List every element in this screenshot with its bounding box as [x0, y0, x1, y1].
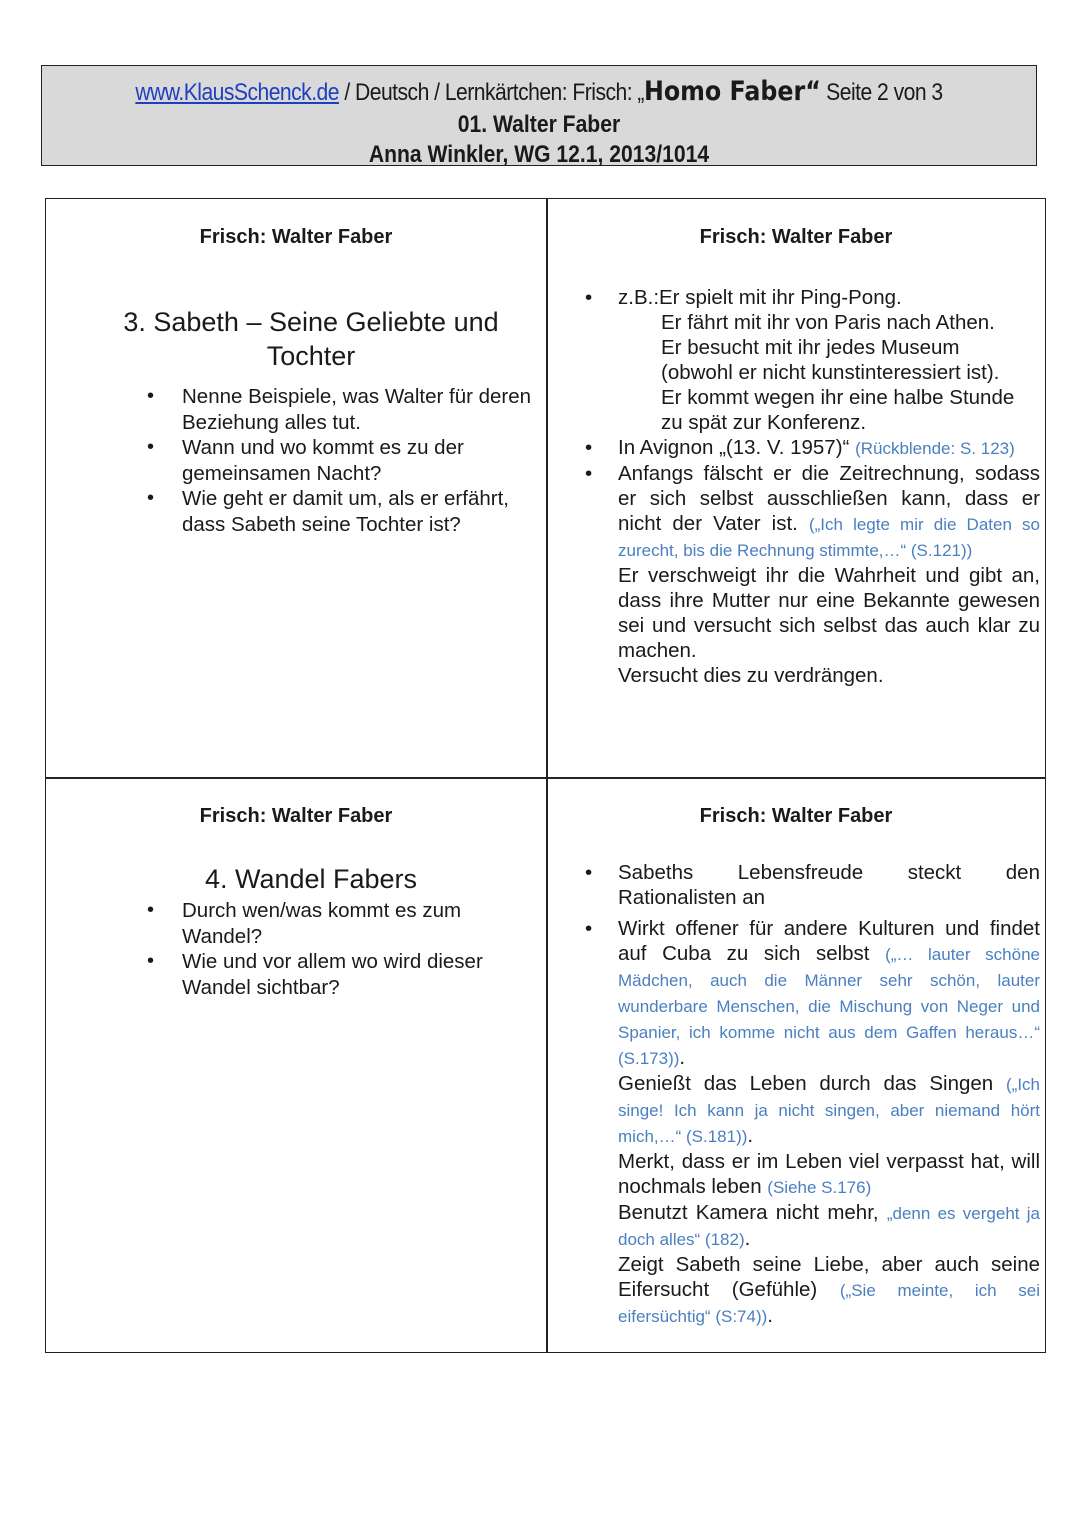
book-title: Homo Faber“: [643, 76, 821, 107]
answer-line: (obwohl er nicht kunstinteressiert ist).: [661, 361, 1000, 384]
grid-divider-vertical: [546, 199, 548, 1352]
question-list: [147, 898, 537, 1000]
answer-paragraph: [585, 1252, 1040, 1329]
question-item: • Wie geht er damit um, als er erfährt, dass Sabeth seine Tochter ist?: [147, 486, 547, 537]
header-author: Anna Winkler, WG 12.1, 2013/1014: [368, 141, 710, 168]
heading-line: Tochter: [266, 341, 356, 371]
answer-paragraph: Er verschweigt ihr die Wahrheit und gibt an, dass ihre Mutter nur eine Bekannte gewesen sei und versucht sich selbst das auch klar zu machen.: [618, 564, 1040, 662]
flashcard-grid: [45, 198, 1046, 1353]
header-path: / Deutsch / Lernkärtchen: Frisch: „: [338, 79, 644, 106]
answer-line: Er fährt mit ihr von Paris nach Athen.: [661, 311, 995, 334]
card-question-heading: [86, 305, 536, 373]
answer-block: [585, 285, 1040, 688]
header-line: [102, 76, 977, 107]
answer-paragraph: [585, 1149, 1040, 1200]
punctuation: .: [679, 1046, 686, 1069]
question-item: • Nenne Beispiele, was Walter für deren Beziehung alles tut.: [147, 384, 547, 435]
answer-text: Anfangs fälscht er die Zeitrechnung, sodass er sich selbst ausschließen kann, dass er nicht der Vater ist.: [618, 462, 1040, 535]
answer-text: Merkt, dass er im Leben viel verpasst hat, will nochmals leben: [618, 1150, 1040, 1198]
answer-paragraph: [585, 1071, 1040, 1149]
question-list: [147, 384, 547, 537]
grid-divider-horizontal: [46, 777, 1045, 779]
answer-paragraph: Versucht dies zu verdrängen.: [618, 664, 884, 687]
citation: (Siehe S.176): [767, 1178, 872, 1197]
answer-item: [585, 435, 1040, 461]
answer-text: Wirkt offener für andere Kulturen und findet auf Cuba zu sich selbst: [618, 917, 1040, 965]
citation: („Ich legte mir die Daten so zurecht, bis die Rechnung stimmte,…“ (S.121)): [618, 515, 1040, 560]
answer-text: Genießt das Leben durch das Singen: [618, 1072, 1006, 1095]
answer-line: Er kommt wegen ihr eine halbe Stunde: [661, 386, 1015, 409]
site-link[interactable]: www.KlausSchenck.de: [135, 79, 339, 106]
citation: („Ich singe! Ich kann ja nicht singen, aber niemand hört mich,…“ (S.181)): [618, 1075, 1040, 1146]
header-subtitle: 01. Walter Faber: [457, 111, 621, 138]
card-question-heading: 4. Wandel Fabers: [204, 864, 418, 894]
citation: („… lauter schöne Mädchen, auch die Männer sehr schön, lauter wunderbare Menschen, die Mischung von Neger und Spanier, ich komme nicht aus dem Gaffen heraus…“ (S.173)): [618, 945, 1040, 1068]
citation: („Sie meinte, ich sei eifersüchtig“ (S:74)): [618, 1281, 1040, 1326]
punctuation: .: [747, 1124, 754, 1147]
answer-text: In Avignon „(13. V. 1957)“: [618, 436, 856, 459]
answer-item: [585, 916, 1040, 1071]
punctuation: .: [744, 1227, 751, 1250]
question-item: • Wie und vor allem wo wird dieser Wandel sichtbar?: [147, 949, 537, 1000]
answer-item: [585, 285, 1040, 435]
heading-line: 3. Sabeth – Seine Geliebte und: [123, 307, 499, 337]
answer-text: Zeigt Sabeth seine Liebe, aber auch seine Eifersucht (Gefühle): [618, 1253, 1040, 1301]
card-title: Frisch: Walter Faber: [699, 226, 893, 248]
page-indicator: Seite 2 von 3: [820, 79, 943, 106]
card-title: Frisch: Walter Faber: [699, 805, 893, 827]
page-header: [41, 65, 1037, 166]
answer-text: Benutzt Kamera nicht mehr,: [618, 1201, 887, 1224]
answer-line: Er besucht mit ihr jedes Museum: [661, 336, 960, 359]
question-item: • Wann und wo kommt es zu der gemeinsamen Nacht?: [147, 435, 547, 486]
answer-item: • Sabeths Lebensfreude steckt den Rationalisten an: [585, 860, 1040, 910]
answer-line: zu spät zur Konferenz.: [661, 411, 867, 434]
answer-paragraph: [585, 1200, 1040, 1252]
question-item: • Durch wen/was kommt es zum Wandel?: [147, 898, 537, 949]
card-title: Frisch: Walter Faber: [199, 226, 393, 248]
answer-item: [585, 461, 1040, 563]
card-title: Frisch: Walter Faber: [199, 805, 393, 827]
punctuation: .: [767, 1304, 773, 1327]
citation: „denn es vergeht ja doch alles“ (182): [618, 1204, 1040, 1249]
citation: (Rückblende: S. 123): [855, 439, 1015, 458]
answer-block: [585, 860, 1040, 1329]
answer-line: • z.B.:Er spielt mit ihr Ping-Pong.: [618, 286, 902, 309]
